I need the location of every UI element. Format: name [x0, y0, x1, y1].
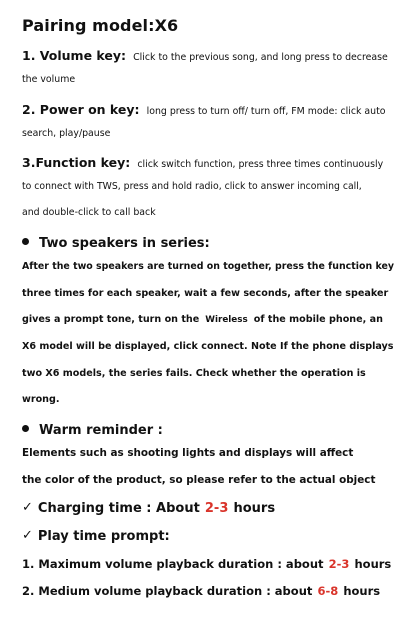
volume-key-heading: 1. Volume key:	[22, 48, 127, 63]
function-key-text-2: to connect with TWS, press and hold radio, click to answer incoming call,	[22, 181, 362, 192]
power-key-text-2: search, play/pause	[22, 128, 111, 139]
reminder-line-2: the color of the product, so please refer to the actual object	[22, 474, 376, 486]
series-line-3-start: gives a prompt tone, turn on the	[22, 314, 200, 325]
series-line-4: X6 model will be displayed, click connect. Note If the phone displays	[22, 341, 394, 352]
series-heading-line	[22, 234, 210, 250]
bullet-dot-icon	[22, 238, 29, 245]
series-line-3	[22, 315, 383, 325]
volume-key-text-2: the volume	[22, 74, 76, 85]
bullet-dot-icon	[22, 425, 29, 432]
power-key-heading: 2. Power on key:	[22, 102, 140, 117]
volume-key-text: Click to the previous song, and long press to decrease	[133, 52, 388, 63]
charging-value: 2-3	[204, 501, 229, 516]
charging-line	[22, 499, 275, 515]
play-item-1-value: 2-3	[328, 557, 350, 571]
play-item-2-value: 6-8	[317, 584, 339, 598]
function-key-heading: 3.Function key:	[22, 155, 131, 170]
volume-key-line	[22, 47, 388, 63]
function-key-line	[22, 154, 383, 170]
play-item-1-unit: hours	[354, 557, 392, 571]
reminder-heading: Warm reminder :	[39, 423, 163, 438]
play-heading-line	[22, 527, 170, 543]
charging-label: Charging time : About	[37, 501, 200, 516]
series-line-5: two X6 models, the series fails. Check whether the operation is	[22, 368, 366, 379]
wireless-label: Wireless	[205, 315, 248, 325]
series-heading: Two speakers in series:	[39, 236, 210, 251]
play-item-2-unit: hours	[343, 584, 381, 598]
reminder-heading-line	[22, 421, 163, 437]
check-mark-icon: ✓	[22, 500, 33, 515]
play-item-2	[22, 582, 380, 598]
charging-unit: hours	[233, 501, 276, 516]
power-key-text: long press to turn off/ turn off, FM mode: click auto	[146, 106, 386, 117]
series-line-1: After the two speakers are turned on together, press the function key	[22, 261, 395, 272]
play-item-1	[22, 555, 391, 571]
series-line-2: three times for each speaker, wait a few seconds, after the speaker	[22, 288, 389, 299]
function-key-text: click switch function, press three times continuously	[137, 159, 384, 170]
play-heading: Play time prompt:	[37, 529, 170, 544]
series-line-3-end: of the mobile phone, an	[253, 314, 383, 325]
series-line-6: wrong.	[22, 394, 60, 405]
power-key-line	[22, 101, 386, 117]
function-key-text-3: and double-click to call back	[22, 207, 156, 218]
check-mark-icon: ✓	[22, 528, 33, 543]
play-item-1-label: 1. Maximum volume playback duration : about	[22, 557, 324, 571]
page-title: Pairing model:X6	[22, 16, 179, 35]
play-item-2-label: 2. Medium volume playback duration : about	[22, 584, 313, 598]
reminder-line-1: Elements such as shooting lights and displays will affect	[22, 447, 354, 459]
